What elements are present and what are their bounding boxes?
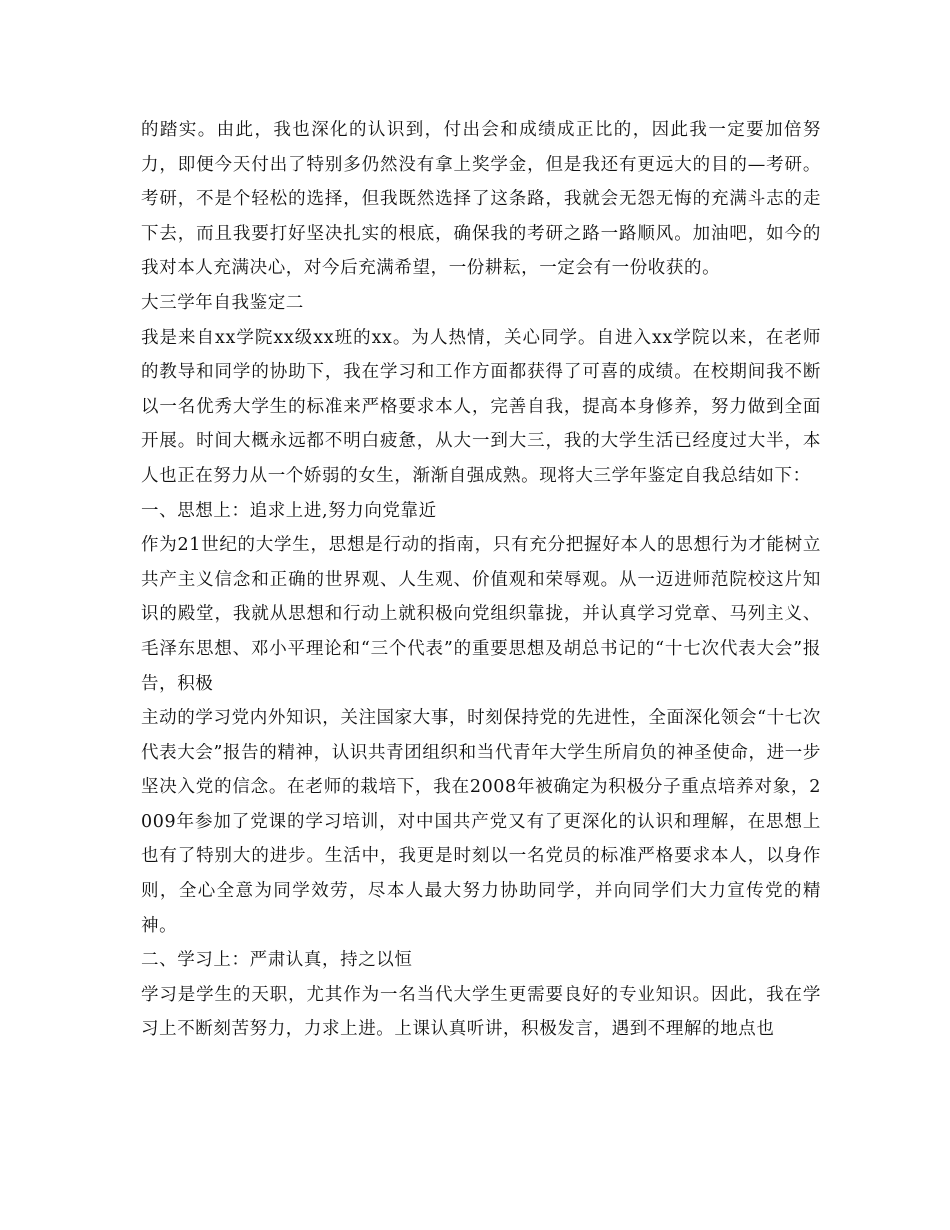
heading-ideology: 一、思想上：追求上进,努力向党靠近 — [141, 500, 437, 521]
paragraph-introduction: 我是来自xx学院xx级xx班的xx。为人热情，关心同学。自进入xx学院以来，在老师的教导和同学的协助下，我在学习和工作方面都获得了可喜的成绩。在校期间我不断以一名优秀大学生的标准来严格要求本人，完善自我，提高本身修养，努力做到全面开展。时间大概永远都不明白疲惫，从大一到大三，我的大学生活已经度过大半，本人也正在努力从一个娇弱的女生，渐渐自强成熟。现将大三学年鉴定自我总结如下： — [141, 327, 821, 486]
paragraph-ideology-part-two: 主动的学习党内外知识，关注国家大事，时刻保持党的先进性，全面深化领会“十七次代表大会”报告的精神，认识共青团组织和当代青年大学生所肩负的神圣使命，进一步坚决入党的信念。在老师的栽培下，我在2008年被确定为积极分子重点培养对象，2009年参加了党课的学习培训，对中国共产党又有了更深化的认识和理解，在思想上也有了特别大的进步。生活中，我更是时刻以一名党员的标准严格要求本人，以身作则，全心全意为同学效劳，尽本人最大努力协助同学，并向同学们大力宣传党的精神。 — [141, 708, 821, 936]
section-title-self-assessment-two: 大三学年自我鉴定二 — [141, 292, 304, 313]
paragraph-ideology-part-one: 作为21世纪的大学生，思想是行动的指南，只有充分把握好本人的思想行为才能树立共产主义信念和正确的世界观、人生观、价值观和荣辱观。从一迈进师范院校这片知识的殿堂，我就从思想和行动上就积极向党组织靠拢，并认真学习党章、马列主义、毛泽东思想、邓小平理论和“三个代表”的重要思想及胡总书记的“十七次代表大会”报告，积极 — [141, 535, 821, 694]
paragraph-study: 学习是学生的天职，尤其作为一名当代大学生更需要良好的专业知识。因此，我在学习上不断刻苦努力，力求上进。上课认真听讲，积极发言，遇到不理解的地点也 — [141, 984, 821, 1040]
paragraph-exam-plan: 的踏实。由此，我也深化的认识到，付出会和成绩成正比的，因此我一定要加倍努力，即便今天付出了特别多仍然没有拿上奖学金，但是我还有更远大的目的—考研。考研，不是个轻松的选择，但我既然选择了这条路，我就会无怨无悔的充满斗志的走下去，而且我要打好坚决扎实的根底，确保我的考研之路一路顺风。加油吧，如今的我对本人充满决心，对今后充满希望，一份耕耘，一定会有一份收获的。 — [141, 120, 821, 279]
heading-study: 二、学习上：严肃认真，持之以恒 — [141, 950, 413, 971]
document-body — [141, 113, 821, 1047]
